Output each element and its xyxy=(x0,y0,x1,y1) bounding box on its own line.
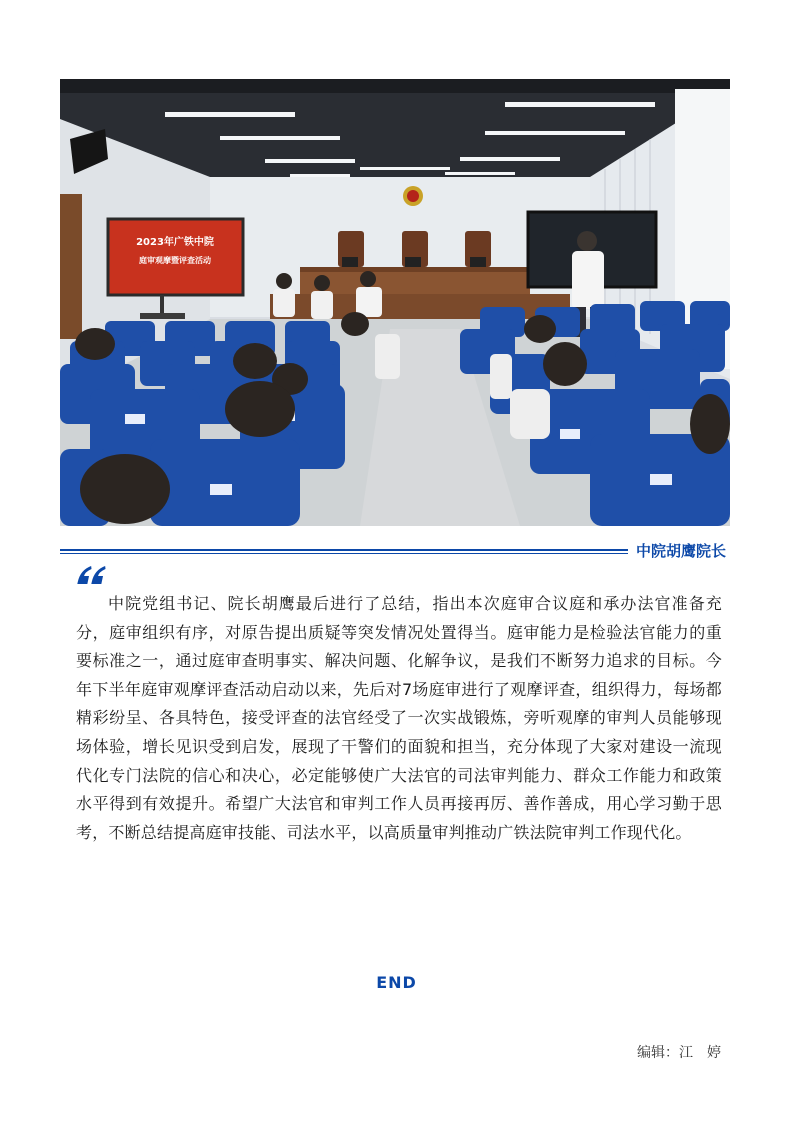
end-label: END xyxy=(376,973,417,992)
photo-caption: 中院胡鹰院长 xyxy=(636,542,727,560)
caption-rule-secondary xyxy=(60,553,628,554)
courtroom-photo xyxy=(60,79,730,526)
screen-title-line2: 庭审观摩暨评查活动 xyxy=(139,256,211,265)
editor-credit: 编辑：江 婷 xyxy=(637,1045,721,1061)
caption-rule xyxy=(60,549,628,551)
body-paragraph: 中院党组书记、院长胡鹰最后进行了总结，指出本次庭审合议庭和承办法官准备充分，庭审组织有序，对原告提出质疑等突发情况处置得当。庭审能力是检验法官能力的重要标准之一，通过庭审查明事实、解决问题、化解争议，是我们不断努力追求的目标。今年下半年庭审观摩评查活动启动以来，先后对7场庭审进行了观摩评查，组织得力，每场都精彩纷呈、各具特色，接受评查的法官经受了一次实战锻炼，旁听观摩的审判人员能够现场体验，增长见识受到启发，展现了干警们的面貌和担当，充分体现了大家对建设一流现代化专门法院的信心和决心，必定能够使广大法官的司法审判能力、群众工作能力和政策水平得到有效提升。希望广大法官和审判工作人员再接再厉、善作善成，用心学习勤于思考，不断总结提高庭审技能、司法水平，以高质量审判推动广铁法院审判工作现代化。 xyxy=(76,594,722,842)
screen-title-line1: 2023年广铁中院 xyxy=(136,237,214,248)
quote-icon xyxy=(76,562,106,588)
